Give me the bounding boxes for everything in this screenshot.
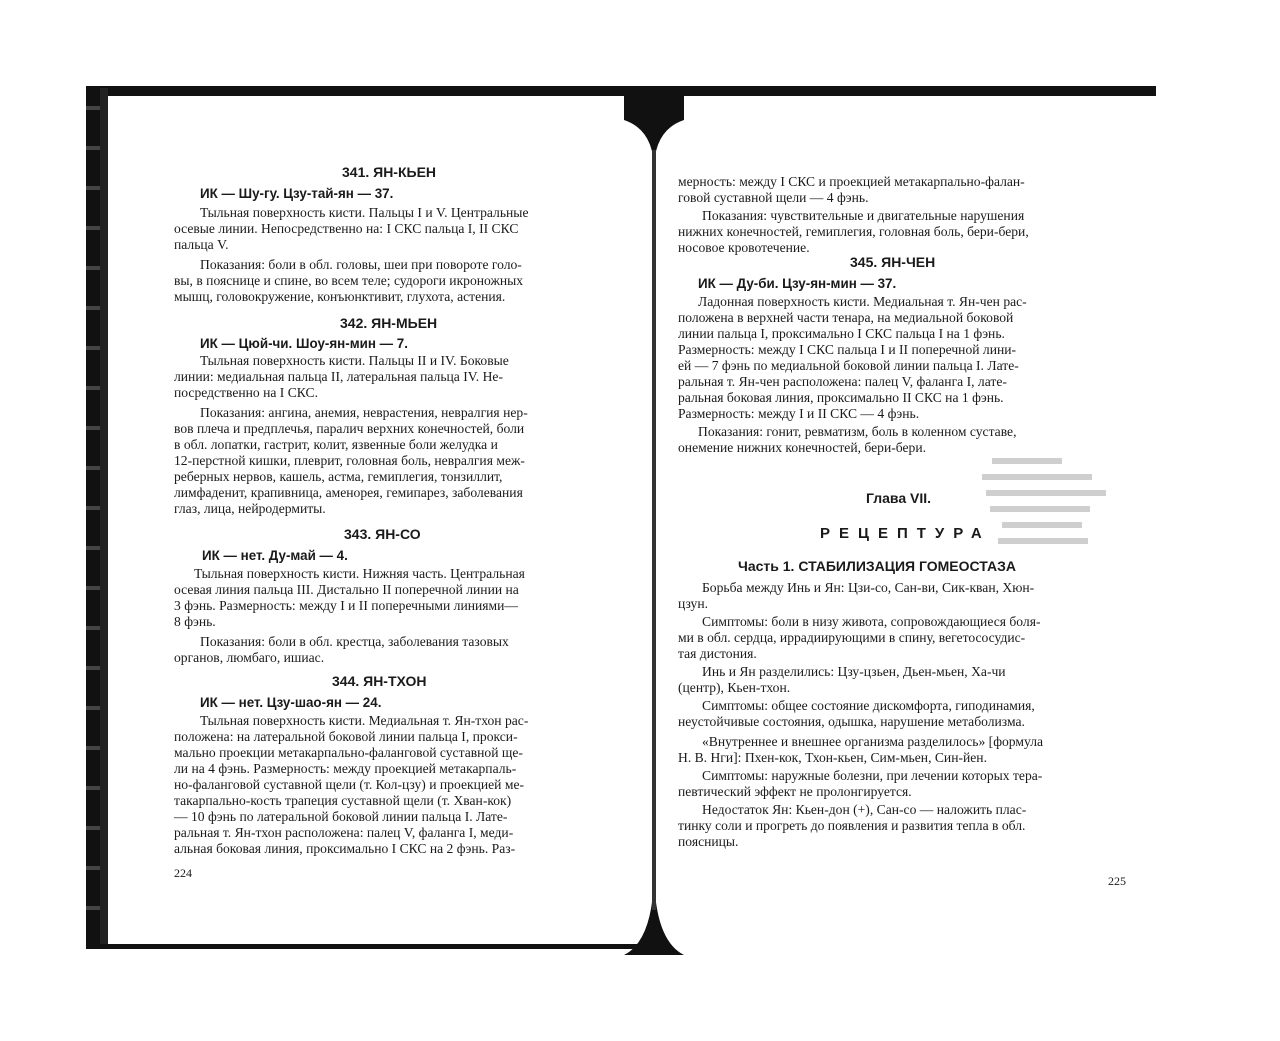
left-page-text-line: лимфаденит, крапивница, аменорея, гемипарез, заболевания bbox=[174, 485, 523, 500]
left-page-text-line: альная боковая линия, проксимально I СКС на 2 фэнь. Раз- bbox=[174, 841, 516, 856]
left-page-heading: 343. ЯН-СО bbox=[344, 526, 421, 542]
right-page-text-line: линии пальца I, проксимально I СКС пальца I на 1 фэнь. bbox=[678, 326, 1005, 341]
right-page-text-line: Недостаток Ян: Кьен-дон (+), Сан-со — наложить плас- bbox=[702, 802, 1027, 817]
right-page-text-line: Симптомы: наружные болезни, при лечении которых тера- bbox=[702, 768, 1043, 783]
right-page-text-line: мерность: между I СКС и проекцией метакарпально-фалан- bbox=[678, 174, 1025, 189]
right-page-text-line: тинку соли и прогреть до появления и развития тепла в обл. bbox=[678, 818, 1026, 833]
left-page-text-line: положена: на латеральной боковой линии пальца I, прокси- bbox=[174, 729, 518, 744]
right-page-text-line: певтический эффект не пролонгируется. bbox=[678, 784, 912, 799]
left-page-text-line: мышц, головокружение, конъюнктивит, глухота, астения. bbox=[174, 289, 506, 304]
right-page-text-line: положена в верхней части тенара, на медиальной боковой bbox=[678, 310, 1014, 325]
right-page-text-line: Ладонная поверхность кисти. Медиальная т. Ян-чен рас- bbox=[698, 294, 1027, 309]
left-page-text-line: осевая линия пальца III. Дистально II поперечной линии на bbox=[174, 582, 519, 597]
right-page-text-line: Показания: гонит, ревматизм, боль в коленном суставе, bbox=[698, 424, 1017, 439]
left-page-heading: 341. ЯН-КЬЕН bbox=[342, 164, 437, 180]
left-page-text-line: Тыльная поверхность кисти. Пальцы I и V. Центральные bbox=[200, 205, 529, 220]
left-page-text-line: ли на 4 фэнь. Размерность: между проекцией метакарпаль- bbox=[174, 761, 517, 776]
right-page-text-line: Симптомы: общее состояние дискомфорта, гиподинамия, bbox=[702, 698, 1035, 713]
right-page-text-line: онемение нижних конечностей, бери-бери. bbox=[678, 440, 927, 455]
right-page-text-line: Н. В. Нги]: Пхен-кок, Тхон-кьен, Сим-мьен, Син-йен. bbox=[678, 750, 987, 765]
left-page-text-line: реберных нервов, кашель, астма, гемиплегия, тонзиллит, bbox=[174, 469, 503, 484]
left-page-heading: 344. ЯН-ТХОН bbox=[332, 673, 427, 689]
right-page-text-line: носовое кровотечение. bbox=[678, 240, 810, 255]
left-page-text-line: вов плеча и предплечья, паралич верхних конечностей, боли bbox=[174, 421, 525, 436]
left-page-text-line: пальца V. bbox=[174, 237, 229, 252]
left-page-text-line: линии: медиальная пальца II, латеральная пальца IV. Не- bbox=[174, 369, 503, 384]
right-page-text-line: поясницы. bbox=[678, 834, 739, 849]
left-page-text-line: ральная т. Ян-тхон расположена: палец V, фаланга I, меди- bbox=[174, 825, 514, 840]
left-page-point-line: ИК — Цюй-чи. Шоу-ян-мин — 7. bbox=[200, 336, 408, 351]
left-page-text-line: Показания: ангина, анемия, неврастения, невралгия нер- bbox=[200, 405, 528, 420]
left-page-point-line: ИК — нет. Ду-май — 4. bbox=[202, 548, 348, 563]
left-page-number: 224 bbox=[174, 866, 192, 880]
left-page-text-line: такарпально-кость трапеция суставной щели (т. Хван-кок) bbox=[174, 793, 512, 808]
right-page-text-line: «Внутреннее и внешнее организма разделилось» [формула bbox=[702, 734, 1044, 749]
right-page-text-line: Размерность: между I и II СКС — 4 фэнь. bbox=[678, 406, 920, 421]
scan-top-border bbox=[86, 86, 1156, 96]
left-page-text-line: 8 фэнь. bbox=[174, 614, 216, 629]
left-page-text-line: осевые линии. Непосредственно на: I СКС пальца I, II СКС bbox=[174, 221, 519, 236]
right-page-text-line: Размерность: между I СКС пальца I и II поперечной лини- bbox=[678, 342, 1017, 357]
left-page-text-line: Тыльная поверхность кисти. Нижняя часть. Центральная bbox=[194, 566, 525, 581]
right-page-text-line: неустойчивые состояния, одышка, нарушение метаболизма. bbox=[678, 714, 1025, 729]
right-page-text-line: ми в обл. сердца, иррадиирующими в спину, вегетососудис- bbox=[678, 630, 1026, 645]
left-page-text-line: в обл. лопатки, гастрит, колит, язвенные боли желудка и bbox=[174, 437, 498, 452]
left-page-text-line: вы, в пояснице и спине, во всем теле; судороги икроножных bbox=[174, 273, 524, 288]
right-page-text-line: Борьба между Инь и Ян: Цзи-со, Сан-ви, Сик-кван, Хюн- bbox=[702, 580, 1035, 595]
right-page-heading: 345. ЯН-ЧЕН bbox=[850, 254, 936, 270]
right-page-point-line: ИК — Ду-би. Цзу-ян-мин — 37. bbox=[698, 276, 897, 291]
left-page-text-line: но-фаланговой суставной щели (т. Кол-цзу) и проекцией ме- bbox=[174, 777, 524, 792]
part-heading: Часть 1. СТАБИЛИЗАЦИЯ ГОМЕОСТАЗА bbox=[738, 558, 1016, 574]
right-page-number: 225 bbox=[1108, 874, 1126, 888]
left-page-text-line: посредственно на I СКС. bbox=[174, 385, 318, 400]
scan-bottom-border bbox=[86, 944, 658, 949]
right-page-text-line: говой суставной щели — 4 фэнь. bbox=[678, 190, 869, 205]
left-page-text-line: — 10 фэнь по латеральной боковой линии пальца I. Лате- bbox=[174, 809, 508, 824]
left-page-heading: 342. ЯН-МЬЕН bbox=[340, 315, 438, 331]
book-spine bbox=[624, 90, 684, 970]
left-page-text-line: Показания: боли в обл. головы, шеи при повороте голо- bbox=[200, 257, 522, 272]
left-page-text-line: мально проекции метакарпально-фаланговой суставной ще- bbox=[174, 745, 523, 760]
scan-left-border-inner bbox=[100, 88, 108, 948]
right-page-text-line: ральная боковая линия, проксимально II СКС на 1 фэнь. bbox=[678, 390, 1004, 405]
left-page-point-line: ИК — Шу-гу. Цзу-тай-ян — 37. bbox=[200, 186, 394, 201]
right-page-text-line: ральная т. Ян-чен расположена: палец V, фаланга I, лате- bbox=[678, 374, 1007, 389]
section-title: РЕЦЕПТУРА bbox=[820, 525, 991, 542]
right-page-text-line: Показания: чувствительные и двигательные нарушения bbox=[702, 208, 1025, 223]
left-page-text-line: 12-перстной кишки, плеврит, головная боль, невралгия меж- bbox=[174, 453, 525, 468]
right-page-text-line: (центр), Кьен-тхон. bbox=[678, 680, 791, 695]
left-page-text-line: Тыльная поверхность кисти. Медиальная т. Ян-тхон рас- bbox=[200, 713, 529, 728]
right-page-text-line: цзун. bbox=[678, 596, 708, 611]
library-stamp-mark bbox=[972, 452, 1132, 562]
left-page-text-line: глаз, лица, нейродермиты. bbox=[174, 501, 326, 516]
left-page-text-line: Тыльная поверхность кисти. Пальцы II и IV. Боковые bbox=[200, 353, 509, 368]
left-page-point-line: ИК — нет. Цзу-шао-ян — 24. bbox=[200, 695, 382, 710]
right-page-text-line: Симптомы: боли в низу живота, сопровождающиеся боля- bbox=[702, 614, 1041, 629]
right-page-text-line: тая дистония. bbox=[678, 646, 757, 661]
right-page-text-line: ей — 7 фэнь по медиальной боковой линии пальца I. Лате- bbox=[678, 358, 1019, 373]
chapter-heading: Глава VII. bbox=[866, 490, 932, 506]
left-page-text-line: 3 фэнь. Размерность: между I и II поперечными линиями— bbox=[174, 598, 518, 613]
right-page-text-line: нижних конечностей, гемиплегия, головная боль, бери-бери, bbox=[678, 224, 1029, 239]
left-page-text-line: органов, люмбаго, ишиас. bbox=[174, 650, 325, 665]
right-page-text-line: Инь и Ян разделились: Цзу-цзьен, Дьен-мьен, Ха-чи bbox=[702, 664, 1006, 679]
left-page-text-line: Показания: боли в обл. крестца, заболевания тазовых bbox=[200, 634, 509, 649]
